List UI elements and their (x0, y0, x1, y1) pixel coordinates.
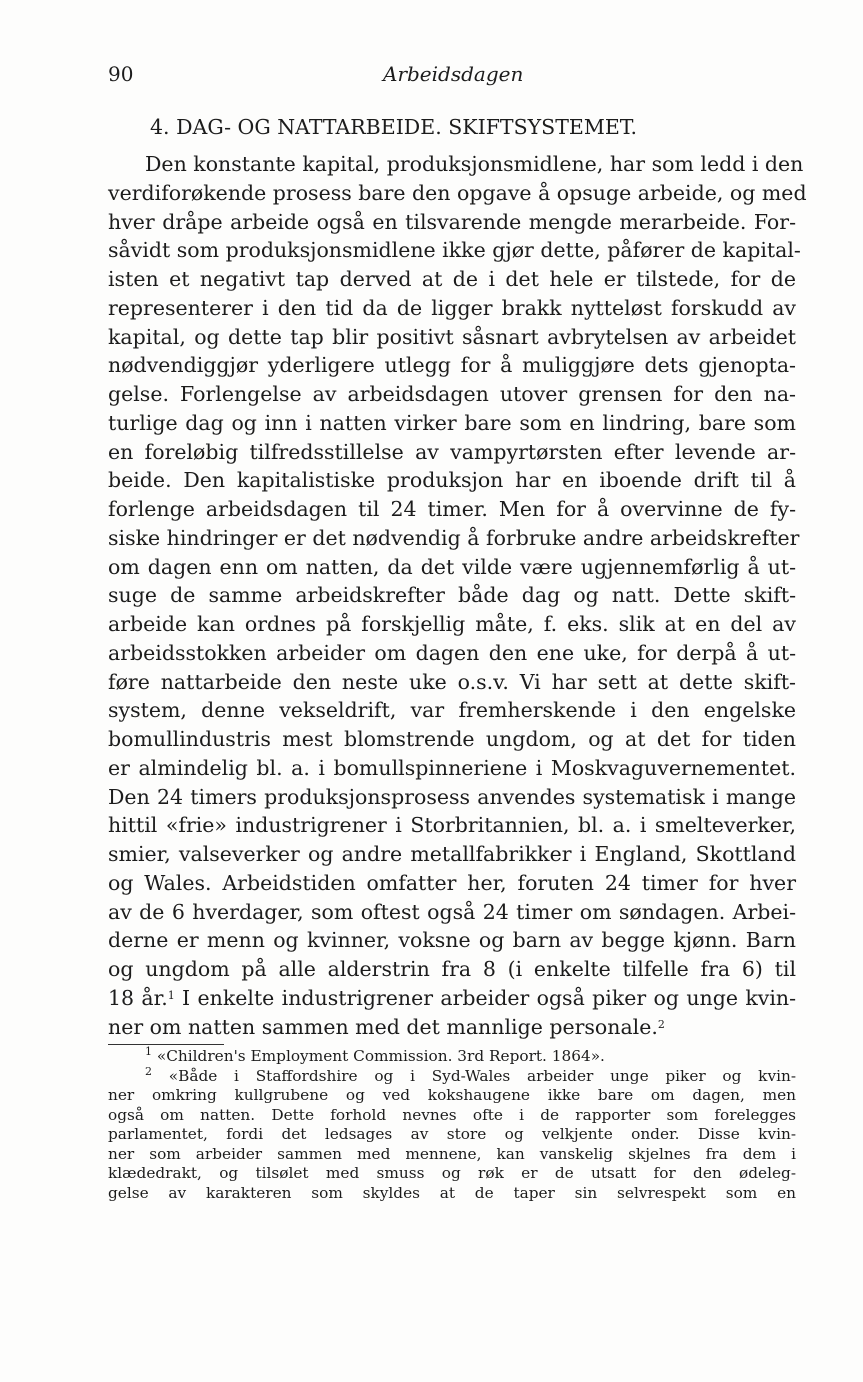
body-line (108, 984, 796, 1013)
section-heading: 4. DAG- OG NATTARBEIDE. SKIFTSYSTEMET. (150, 115, 637, 139)
body-line: Den 24 timers produksjonsprosess anvendes systematisk i mange (108, 784, 796, 809)
footnotes (108, 1047, 796, 1203)
footnote-line: ner som arbeider sammen med mennene, kan vanskelig skjelnes fra dem i (108, 1144, 796, 1163)
body-line: føre nattarbeide den neste uke o.s.v. Vi har sett at dette skift- (108, 669, 796, 694)
footnote-line: også om natten. Dette forhold nevnes ofte i de rapporter som forelegges (108, 1105, 796, 1124)
footnote-line: ner omkring kullgrubene og ved kokshaugene ikke bare om dagen, men (108, 1086, 796, 1104)
footnote-divider (108, 1044, 224, 1045)
running-title: Arbeidsdagen (383, 62, 524, 86)
line-text: ner om natten sammen med det mannlige personale. (108, 1014, 658, 1039)
body-line: arbeide kan ordnes på forskjellig måte, f. eks. slik at en del av (108, 612, 796, 636)
body-line (108, 1013, 796, 1042)
page-number: 90 (108, 62, 134, 86)
footnote-1 (108, 1047, 796, 1067)
line-text: 18 år. (108, 985, 168, 1010)
body-line: system, denne vekseldrift, var fremherskende i den engelske (108, 698, 796, 723)
body-line: suge de samme arbeidskrefter både dag og natt. Dette skift- (108, 583, 796, 608)
line-text: I enkelte industrigrener arbeider også piker og unge kvin- (174, 985, 797, 1010)
footnote-text: «Children's Employment Commission. 3rd Report. 1864». (152, 1047, 605, 1065)
body-line: arbeidsstokken arbeider om dagen den ene uke, for derpå å ut- (108, 640, 796, 665)
footnote-text: «Både i Staffordshire og i Syd-Wales arbeider unge piker og kvin- (152, 1066, 796, 1085)
footnote-reference-1[interactable]: 1 (167, 988, 175, 1002)
body-line: isten et negativt tap derved at de i det hele er tilstede, for de (108, 267, 796, 291)
body-line: bomullindustris mest blomstrende ungdom, og at det for tiden (108, 727, 796, 751)
body-line: turlige dag og inn i natten virker bare som en lindring, bare som (108, 410, 796, 435)
footnote-marker: 1 (145, 1045, 152, 1058)
body-line: gelse. Forlengelse av arbeidsdagen utover grensen for den na- (108, 382, 796, 406)
body-line: beide. Den kapitalistiske produksjon har en iboende drift til å (108, 468, 796, 493)
body-text (108, 150, 807, 1041)
body-line: Den konstante kapital, produksjonsmidlene, har som ledd i den (145, 152, 804, 176)
body-line: verdiforøkende prosess bare den opgave å opsuge arbeide, og med (108, 180, 807, 205)
body-line: hittil «frie» industrigrener i Storbritannien, bl. a. i smelteverker, (108, 813, 796, 838)
footnote-line: parlamentet, fordi det ledsages av store og velkjente onder. Disse kvin- (108, 1125, 796, 1143)
body-line: siske hindringer er det nødvendig å forbruke andre arbeidskrefter (108, 525, 800, 550)
body-line: og ungdom på alle alderstrin fra 8 (i enkelte tilfelle fra 6) til (108, 957, 796, 981)
body-line: av de 6 hverdager, som oftest også 24 timer om søndagen. Arbei- (108, 899, 796, 924)
footnote-marker: 2 (145, 1064, 152, 1078)
body-line: smier, valseverker og andre metallfabrikker i England, Skottland (108, 842, 796, 866)
body-line: hver dråpe arbeide også en tilsvarende mengde merarbeide. For- (108, 209, 796, 234)
footnote-2 (108, 1064, 796, 1087)
body-line: forlenge arbeidsdagen til 24 timer. Men for å overvinne de fy- (108, 497, 796, 521)
body-line: og Wales. Arbeidstiden omfatter her, foruten 24 timer for hver (108, 870, 796, 895)
body-line: såvidt som produksjonsmidlene ikke gjør dette, påfører de kapital- (108, 238, 801, 263)
body-line: kapital, og dette tap blir positivt såsnart avbrytelsen av arbeidet (108, 324, 796, 349)
body-line: derne er menn og kvinner, voksne og barn av begge kjønn. Barn (108, 928, 796, 953)
footnote-line: gelse av karakteren som skyldes at de taper sin selvrespekt som en (108, 1183, 796, 1202)
body-line: nødvendiggjør yderligere utlegg for å muliggjøre dets gjenopta- (108, 353, 796, 378)
footnote-reference-2[interactable]: 2 (657, 1017, 665, 1031)
body-line: en foreløbig tilfredsstillelse av vampyrtørsten efter levende ar- (108, 439, 796, 464)
footnote-line: klædedrakt, og tilsølet med smuss og røk er de utsatt for den ødeleg- (108, 1164, 796, 1182)
body-line: om dagen enn om natten, da det vilde være ugjennemførlig å ut- (108, 554, 796, 579)
body-line: representerer i den tid da de ligger brakk nytteløst forskudd av (108, 295, 796, 320)
body-line: er almindelig bl. a. i bomullspinneriene i Moskvaguvernementet. (108, 755, 796, 780)
